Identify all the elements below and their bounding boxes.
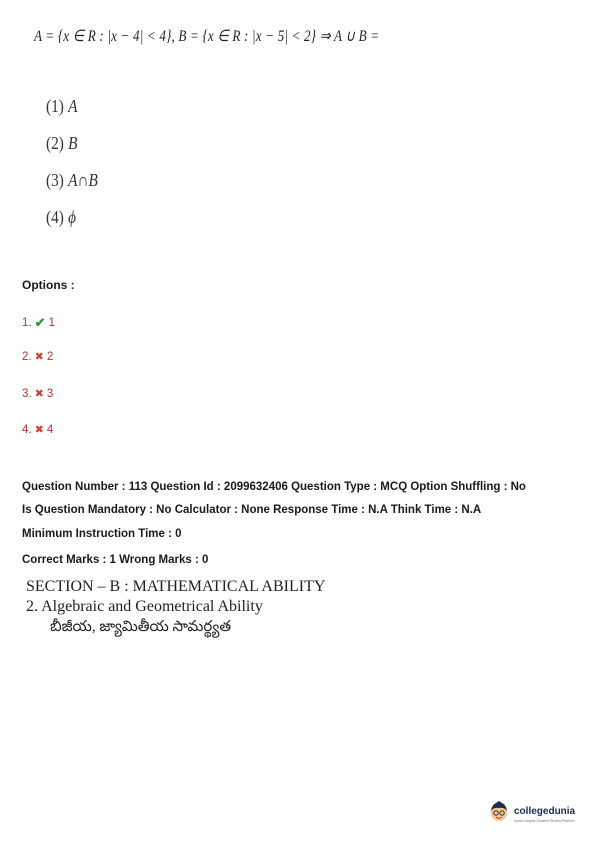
section-subtitle-telugu: బీజీయ, జ్యామితీయ సామర్థ్యత [50,619,232,635]
option-index: 4. [22,423,32,436]
question-meta-line-2: Is Question Mandatory : No Calculator : None Response Time : N.A Think Time : N.A [22,504,482,516]
choice-text: A [68,96,78,116]
question-expression: A = {x ∈ R : |x − 4| < 4}, B = {x ∈ R : |x − 5| < 2} ⇒ A ∪ B = [34,28,380,45]
option-3 [22,387,53,400]
option-value: 2 [46,350,54,363]
choice-number: (1) [46,96,64,116]
option-2 [22,350,53,363]
choice-text: A∩B [68,170,98,190]
check-icon: ✔ [34,315,46,330]
choice-number: (4) [46,207,64,227]
option-1 [22,315,55,331]
options-heading: Options : [22,278,75,292]
choice-3 [46,170,98,207]
choice-4 [46,207,98,244]
choice-number: (3) [46,170,64,190]
cross-icon: ✖ [34,388,44,400]
option-index: 3. [22,387,32,400]
choice-1 [46,96,98,133]
brand-tagline: India's largest Student Review Platform [514,819,575,823]
mascot-icon [488,800,510,824]
cross-icon: ✖ [34,351,44,363]
section-heading [26,577,325,637]
option-index: 1. [22,317,32,329]
section-title: SECTION – B : MATHEMATICAL ABILITY [26,578,326,595]
choice-text: ϕ [68,207,77,227]
collegedunia-logo [488,800,575,824]
question-meta-line-3: Minimum Instruction Time : 0 [22,528,182,540]
section-subtitle: 2. Algebraic and Geometrical Ability [26,598,263,615]
option-value: 4 [46,423,54,436]
cross-icon: ✖ [34,424,44,436]
choice-number: (2) [46,133,64,153]
choice-2 [46,133,98,170]
option-4 [22,423,53,436]
choice-text: B [68,133,78,153]
choice-list [46,96,107,244]
option-value: 1 [48,317,55,329]
option-value: 3 [46,387,54,400]
question-meta-line-1: Question Number : 113 Question Id : 2099632406 Question Type : MCQ Option Shuffling : No [22,481,526,493]
option-index: 2. [22,350,32,363]
question-meta-line-4: Correct Marks : 1 Wrong Marks : 0 [22,554,209,566]
brand-name: collegedunia [514,806,576,817]
